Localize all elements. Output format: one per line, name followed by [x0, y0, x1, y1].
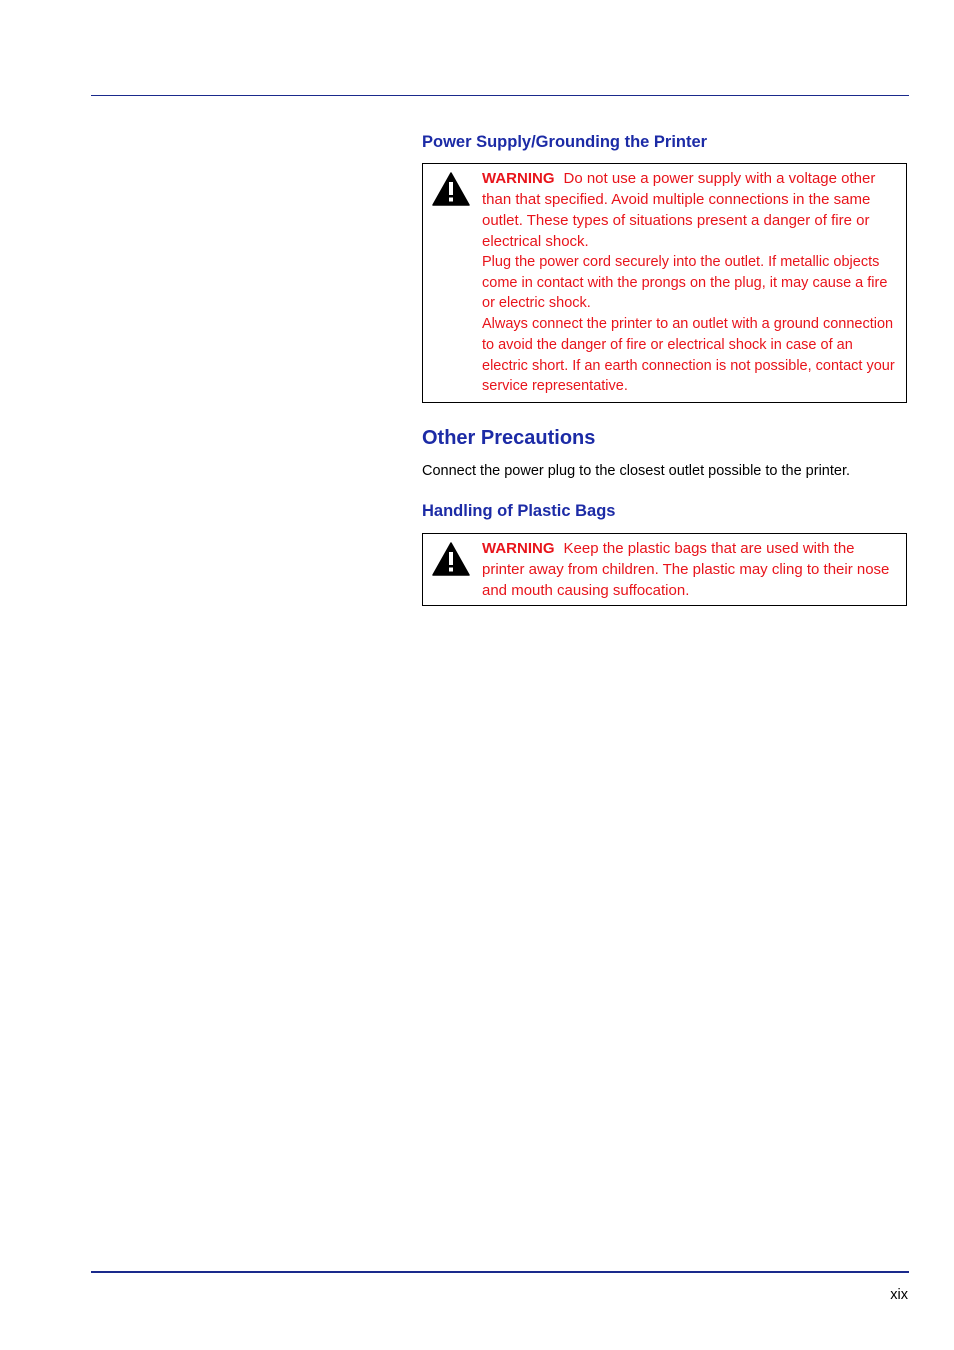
- warning-triangle-icon: [432, 542, 470, 576]
- plastic-bags-warning-text: [482, 538, 900, 601]
- warning-paragraph: [482, 538, 900, 601]
- power-supply-warning-text: [482, 168, 900, 397]
- header-rule: [91, 95, 909, 96]
- power-supply-heading: Power Supply/Grounding the Printer: [422, 133, 708, 151]
- warning-paragraph: Always connect the printer to an outlet with a ground connection to avoid the danger of fire or electrical shock in case of an electric short. If an earth connection is not possible, contact your service representative.: [482, 316, 895, 395]
- plastic-bags-heading: Handling of Plastic Bags: [422, 502, 616, 520]
- warning-message: Do not use a power supply with a voltage other than that specified. Avoid multiple connections in the same outlet. These types of situations present a danger of fire or electrical shock.: [482, 170, 876, 250]
- other-precautions-text: Connect the power plug to the closest outlet possible to the printer.: [422, 463, 851, 479]
- warning-triangle-icon: [432, 172, 470, 206]
- warning-paragraph: [482, 168, 900, 252]
- page-number: xix: [890, 1287, 908, 1303]
- power-supply-warning-box: [422, 163, 907, 403]
- warning-paragraph: Plug the power cord securely into the outlet. If metallic objects come in contact with the prongs on the plug, it may cause a fire or electric shock.: [482, 254, 888, 312]
- warning-message: Keep the plastic bags that are used with the printer away from children. The plastic may cling to their nose and mouth causing suffocation.: [482, 540, 890, 599]
- warning-label: WARNING: [482, 540, 555, 557]
- plastic-bags-warning-box: [422, 533, 907, 606]
- other-precautions-heading: Other Precautions: [422, 427, 596, 449]
- warning-label: WARNING: [482, 170, 555, 187]
- footer-rule: [91, 1271, 909, 1273]
